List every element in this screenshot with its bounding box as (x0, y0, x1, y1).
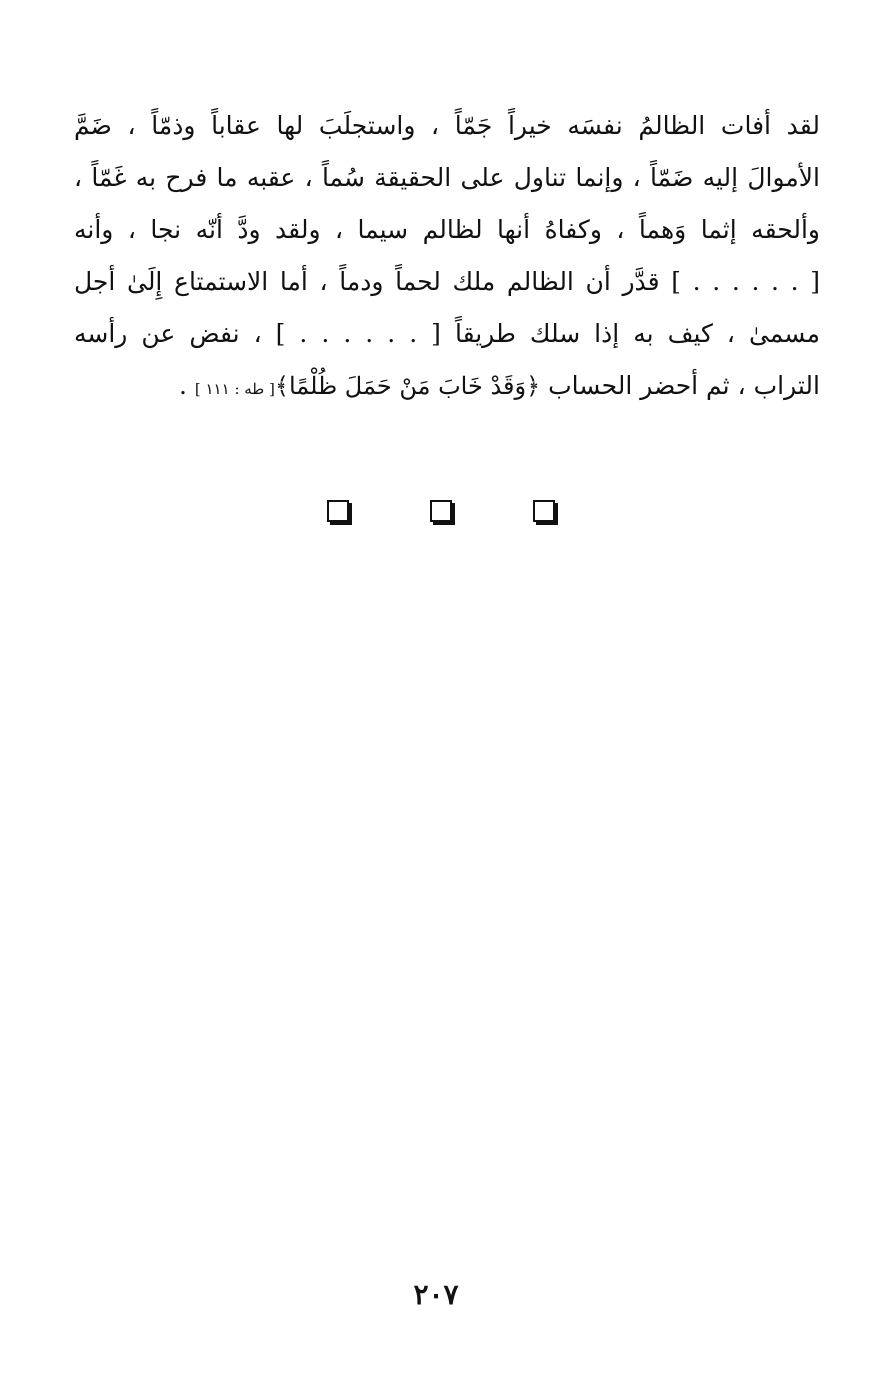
text-line-4: [ . . . . . . ] قدَّر أن الظالم ملك لحماً ودماً ، أما الاستمتاع إِلَىٰ أجل (74, 267, 820, 296)
paragraph (74, 100, 820, 412)
section-separator (0, 500, 873, 530)
verse-reference: [ طه : ١١١ ] (194, 380, 275, 398)
line-6-text: التراب ، ثم أحضر الحساب (548, 371, 820, 400)
text-line-1: لقد أفات الظالمُ نفسَه خيراً جَمّاً ، واستجلَبَ لها عقاباً وذمّاً ، ضَمَّ (74, 111, 820, 140)
separator-square-icon (533, 500, 555, 522)
text-line-6 (74, 360, 820, 412)
text-line-5: مسمىٰ ، كيف به إذا سلك طريقاً [ . . . . . . ] ، نفض عن رأسه (74, 319, 820, 348)
text-line-3: وألحقه إثما وَهماً ، وكفاهُ أنها لظالم سيما ، ولقد ودَّ أنّه نجا ، وأنه (74, 215, 820, 244)
quran-verse: ﴿وَقَدْ خَابَ مَنْ حَمَلَ ظُلْمًا﴾ (274, 372, 541, 400)
text-line-2: الأموالَ إليه ضَمّاً ، وإنما تناول على الحقيقة سُماً ، عقبه ما فرح به غَمّاً ، (74, 163, 820, 192)
separator-square-icon (327, 500, 349, 522)
page-number: ٢٠٧ (413, 1278, 459, 1311)
line-6-end: . (178, 371, 195, 400)
separator-square-icon (430, 500, 452, 522)
